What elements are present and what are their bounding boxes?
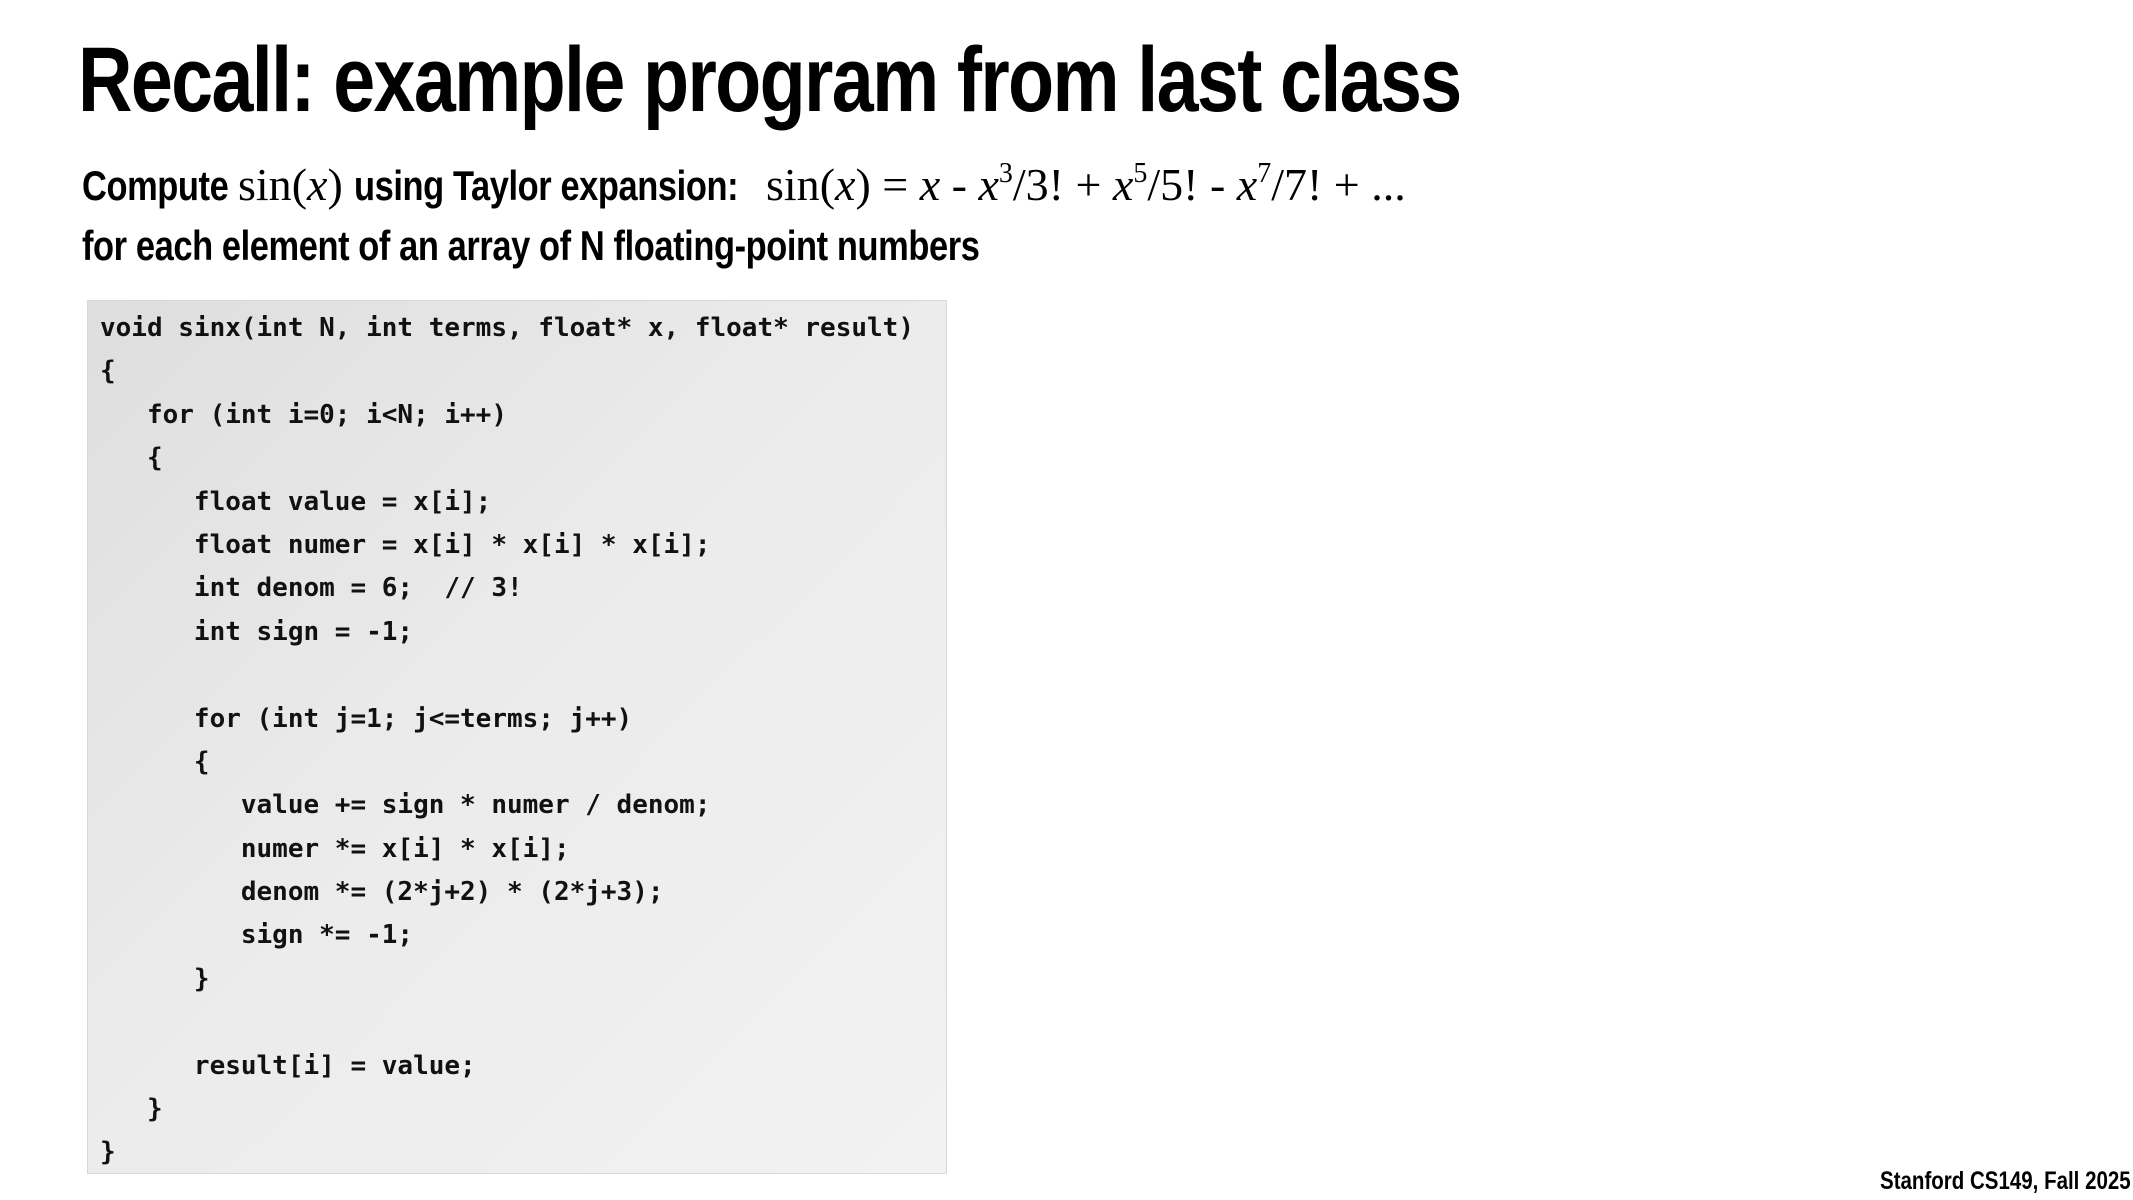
code-line: numer *= x[i] * x[i]; <box>100 833 570 864</box>
subtitle-line-2: for each element of an array of N floating-point numbers <box>82 222 980 269</box>
subtitle-line-1 <box>82 155 1406 216</box>
code-line: } <box>100 963 210 994</box>
code-line: { <box>100 356 116 387</box>
code-line: } <box>100 1137 116 1168</box>
code-line: int denom = 6; // 3! <box>100 573 523 604</box>
code-line: value += sign * numer / denom; <box>100 790 711 821</box>
slide-subtitle <box>82 155 1406 276</box>
taylor-formula: $\sin(x) = x - x^3/3$! + $x^5/5$! - $x^7/7$! + ... <box>766 158 1406 210</box>
code-line: for (int j=1; j<=terms; j++) <box>100 703 633 734</box>
subtitle-using: using Taylor expansion: <box>354 162 739 209</box>
code-line: void sinx(int N, int terms, float* x, float* result) <box>100 313 914 343</box>
code-line: float value = x[i]; <box>100 486 492 517</box>
subtitle-compute: Compute <box>82 162 229 209</box>
code-line <box>100 654 946 697</box>
subtitle-sin-expression: sin(x) <box>238 159 343 210</box>
code-line: } <box>100 1094 163 1125</box>
code-block <box>87 300 947 1174</box>
slide-title: Recall: example program from last class <box>78 29 1461 131</box>
code-line: { <box>100 443 163 474</box>
code-line: result[i] = value; <box>100 1050 476 1081</box>
code-line: sign *= -1; <box>100 920 414 951</box>
code-line: float numer = x[i] * x[i] * x[i]; <box>100 529 711 560</box>
code-line: for (int i=0; i<N; i++) <box>100 399 507 430</box>
code-line: int sign = -1; <box>100 616 414 647</box>
code-line: { <box>100 746 210 777</box>
code-line <box>100 1001 946 1044</box>
code-line: denom *= (2*j+2) * (2*j+3); <box>100 877 664 908</box>
course-footer: Stanford CS149, Fall 2025 <box>1880 1167 2131 1195</box>
